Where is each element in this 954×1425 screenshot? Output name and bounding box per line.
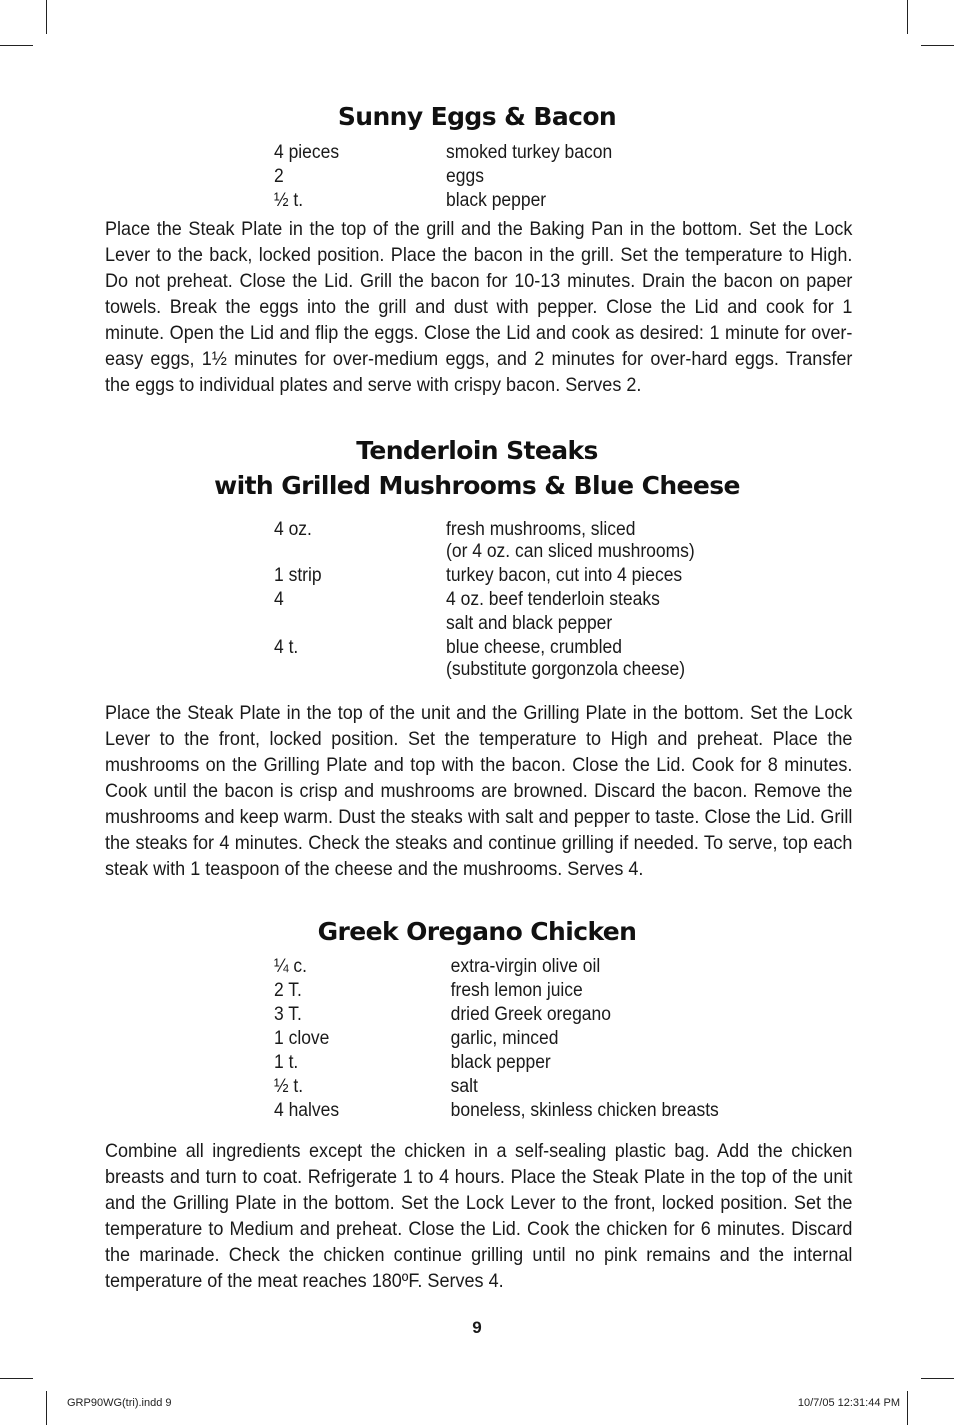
crop-mark-bottom-right-h — [921, 1378, 954, 1379]
ingredient-item: garlic, minced — [450, 1028, 559, 1049]
ingredient-qty: 1 clove — [274, 1028, 330, 1049]
ingredient-qty: 1 strip — [274, 565, 322, 586]
crop-mark-top-right — [907, 0, 908, 34]
ingredient-row — [274, 1075, 719, 1099]
ingredient-row — [274, 588, 695, 612]
ingredient-row — [274, 1051, 719, 1075]
ingredient-item: 4 oz. beef tenderloin steaks — [446, 589, 660, 610]
ingredient-item: dried Greek oregano — [450, 1004, 611, 1025]
ingredient-qty: ½ t. — [274, 1076, 304, 1097]
recipe-title-tenderloin-line2: with Grilled Mushrooms & Blue Cheese — [214, 471, 740, 500]
ingredient-qty: 4 t. — [274, 637, 299, 658]
ingredient-item: (substitute gorgonzola cheese) — [446, 659, 686, 680]
ingredient-row — [274, 1099, 719, 1123]
ingredient-item: fresh lemon juice — [450, 980, 583, 1001]
ingredient-qty — [274, 612, 446, 636]
recipe-directions-tenderloin: Place the Steak Plate in the top of the unit and the Grilling Plate in the bottom. Set the Lock Lever to the front, locked position. Set the temperature to High and preheat. Place the mushrooms on the Grilling Plate and top with the bacon. Close the Lid. Cook for 8 minutes. Cook until the bacon is crisp and mushrooms are browned. Discard the bacon. Remove the mushrooms and keep warm. Dust the steaks with salt and pepper to taste. Close the Lid. Grill the steaks for 4 minutes. Check the steaks and continue grilling if needed. To serve, top each steak with 1 teaspoon of the cheese and the mushrooms. Serves 4. — [105, 702, 853, 880]
ingredient-item: salt — [450, 1076, 478, 1097]
footer-file-name: GRP90WG(tri).indd 9 — [67, 1397, 172, 1409]
crop-mark-bottom-left — [46, 1391, 47, 1425]
ingredient-qty: ¼ c. — [274, 956, 308, 977]
page-number: 9 — [472, 1318, 482, 1337]
recipe-title-tenderloin-line1: Tenderloin Steaks — [356, 436, 598, 465]
ingredient-row — [274, 658, 695, 682]
ingredient-list-greek-chicken — [274, 955, 719, 1123]
crop-mark-bottom-right — [907, 1391, 908, 1425]
ingredient-item: boneless, skinless chicken breasts — [450, 1100, 719, 1121]
ingredient-item: black pepper — [450, 1052, 551, 1073]
recipe-directions-sunny-eggs: Place the Steak Plate in the top of the grill and the Baking Pan in the bottom. Set the Lock Lever to the back, locked position. Place the bacon in the grill. Set the temperature to High. Do not preheat. Close the Lid. Grill the bacon for 10-13 minutes. Drain the bacon on paper towels. Break the eggs into the grill and dust with pepper. Close the Lid and cook for 1 minute. Open the Lid and flip the eggs. Close the Lid and cook as desired: 1 minute for over-easy eggs, 1½ minutes for over-medium eggs, and 2 minutes for over-hard eggs. Transfer the eggs to individual plates and serve with crispy bacon. Serves 2. — [105, 218, 853, 396]
ingredient-row — [274, 612, 695, 636]
ingredient-qty: ½ t. — [274, 190, 304, 211]
ingredient-row — [274, 540, 695, 564]
ingredient-row — [274, 955, 719, 979]
ingredient-qty: 2 T. — [274, 980, 302, 1001]
crop-mark-top-left-h — [0, 45, 33, 46]
ingredient-row — [274, 1027, 719, 1051]
ingredient-item: black pepper — [446, 190, 547, 211]
ingredient-qty: 4 oz. — [274, 519, 312, 540]
ingredient-item: extra-virgin olive oil — [450, 956, 601, 977]
ingredient-row — [274, 141, 612, 165]
crop-mark-top-left — [46, 0, 47, 34]
recipe-title-sunny-eggs: Sunny Eggs & Bacon — [337, 102, 617, 131]
ingredient-row — [274, 636, 695, 660]
ingredient-row — [274, 564, 695, 588]
ingredient-qty: 1 t. — [274, 1052, 299, 1073]
ingredient-row — [274, 979, 719, 1003]
ingredient-qty: 4 halves — [274, 1100, 340, 1121]
footer-timestamp: 10/7/05 12:31:44 PM — [797, 1397, 900, 1409]
ingredient-item: smoked turkey bacon — [446, 142, 613, 163]
recipe-title-greek-chicken: Greek Oregano Chicken — [317, 917, 637, 946]
ingredient-qty: 2 — [274, 166, 284, 187]
ingredient-item: eggs — [446, 166, 484, 187]
ingredient-row — [274, 518, 695, 542]
ingredient-qty: 3 T. — [274, 1004, 302, 1025]
ingredient-row — [274, 1003, 719, 1027]
ingredient-list-sunny-eggs — [274, 141, 612, 213]
ingredient-qty: 4 — [274, 589, 284, 610]
ingredient-item: (or 4 oz. can sliced mushrooms) — [446, 541, 695, 562]
ingredient-item: fresh mushrooms, sliced — [446, 519, 636, 540]
ingredient-item: blue cheese, crumbled — [446, 637, 622, 658]
ingredient-list-tenderloin — [274, 518, 695, 682]
crop-mark-top-right-h — [921, 45, 954, 46]
ingredient-item: salt and black pepper — [446, 613, 613, 634]
crop-mark-bottom-left-h — [0, 1378, 33, 1379]
ingredient-row — [274, 189, 612, 213]
ingredient-row — [274, 165, 612, 189]
ingredient-qty: 4 pieces — [274, 142, 340, 163]
recipe-directions-greek-chicken: Combine all ingredients except the chicken in a self-sealing plastic bag. Add the chicken breasts and turn to coat. Refrigerate 1 to 4 hours. Place the Steak Plate in the top of the unit and the Grilling Plate in the bottom. Set the Lock Lever to the front, locked position. Set the temperature to Medium and preheat. Close the Lid. Cook the chicken for 6 minutes. Discard the marinade. Check the chicken continue grilling until no pink remains and the internal temperature of the meat reaches 180ºF. Serves 4. — [105, 1140, 853, 1292]
ingredient-item: turkey bacon, cut into 4 pieces — [446, 565, 683, 586]
